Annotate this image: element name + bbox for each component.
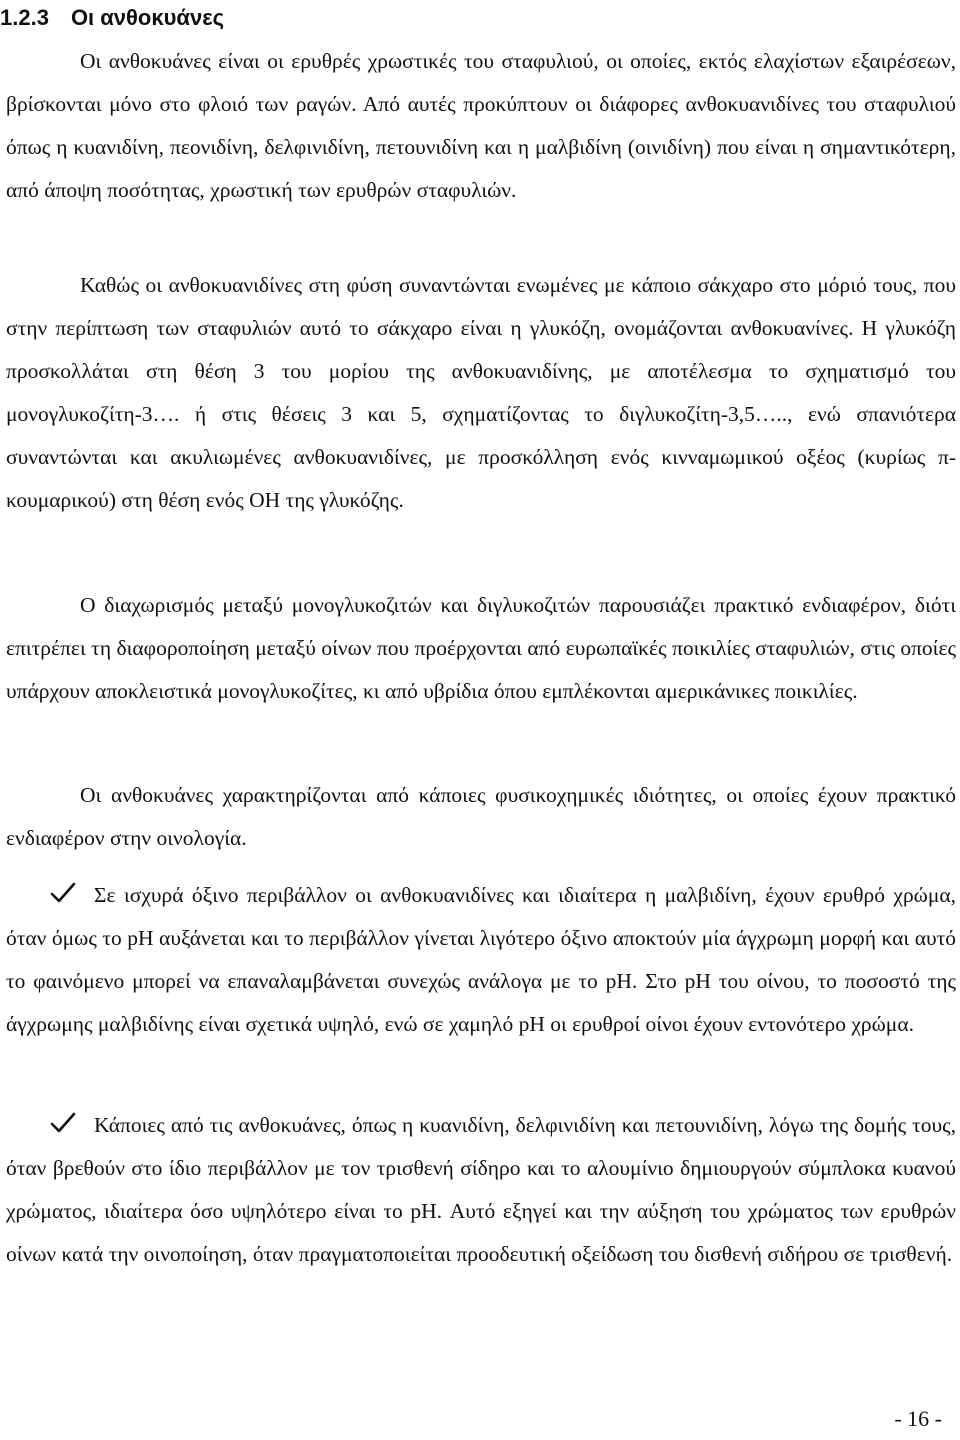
paragraph-glycosides: Καθώς οι ανθοκυανιδίνες στη φύση συναντώνται ενωμένες με κάποιο σάκχαρο στο μόριό τους, που στην περίπτωση των σταφυλιών αυτό το σάκχαρο είναι η γλυκόζη, ονομάζονται ανθοκυανίνες. Η γλυκόζη προσκολλάται στη θέση 3 του μορίου της ανθοκυανιδίνης, με αποτέλεσμα το σχηματισμό του μονογλυκοζίτη-3…. ή στις θέσεις 3 και 5, σχηματίζοντας το διγλυκοζίτη-3,5….., ενώ σπανιότερα συναντώνται και ακυλιωμένες ανθοκυανιδίνες, με προσκόλληση ενός κινναμωμικού οξέος (κυρίως π-κουμαρικού) στη θέση ενός ΟΗ της γλυκόζης.: [6, 273, 956, 512]
page-number: - 16 -: [894, 1406, 942, 1431]
section-title: Οι ανθοκυάνες: [70, 5, 225, 30]
checklist-item-metals: [6, 1104, 956, 1276]
section-heading: [0, 0, 224, 36]
paragraph-properties: Οι ανθοκυάνες χαρακτηρίζονται από κάποιες φυσικοχημικές ιδιότητες, οι οποίες έχουν πρακτικό ενδιαφέρον στην οινολογία.: [6, 783, 956, 850]
checklist-item-ph: [6, 874, 956, 1046]
checklist-item-text: Σε ισχυρά όξινο περιβάλλον οι ανθοκυανιδίνες και ιδιαίτερα η μαλβιδίνη, έχουν ερυθρό χρώμα, όταν όμως το pH αυξάνεται και το περιβάλλον γίνεται λιγότερο όξινο αποκτούν μία άγχρωμη μορφή και αυτό το φαινόμενο μπορεί να επαναλαμβάνεται συνεχώς ανάλογα με το pH. Στο pH του οίνου, το ποσοστό της άγχρωμης μαλβιδίνης είναι σχετικά υψηλό, ενώ σε χαμηλό pH οι ερυθροί οίνοι έχουν εντονότερο χρώμα.: [6, 883, 956, 1036]
checkmark-icon: [50, 882, 76, 904]
section-number: 1.2.3: [0, 5, 49, 30]
checklist-item-text: Κάποιες από τις ανθοκυάνες, όπως η κυανιδίνη, δελφινιδίνη και πετουνιδίνη, λόγω της δομής τους, όταν βρεθούν στο ίδιο περιβάλλον με τον τρισθενή σίδηρο και το αλουμίνιο δημιουργούν σύμπλοκα κυανού χρώματος, ιδιαίτερα όσο υψηλότερο είναι το pH. Αυτό εξηγεί και την αύξηση του χρώματος των ερυθρών οίνων κατά την οινοποίηση, όταν πραγματοποιείται προοδευτική οξείδωση του δισθενή σιδήρου σε τρισθενή.: [6, 1113, 956, 1266]
paragraph-intro: Οι ανθοκυάνες είναι οι ερυθρές χρωστικές του σταφυλιού, οι οποίες, εκτός ελαχίστων εξαιρέσεων, βρίσκονται μόνο στο φλοιό των ραγών. Από αυτές προκύπτουν οι διάφορες ανθοκυανιδίνες του σταφυλιού όπως η κυανιδίνη, πεονιδίνη, δελφινιδίνη, πετουνιδίνη και η μαλβιδίνη (οινιδίνη) που είναι η σημαντικότερη, από άποψη ποσότητας, χρωστική των ερυθρών σταφυλιών.: [6, 49, 956, 202]
checkmark-icon: [50, 1112, 76, 1134]
paragraph-differentiation: Ο διαχωρισμός μεταξύ μονογλυκοζιτών και διγλυκοζιτών παρουσιάζει πρακτικό ενδιαφέρον, διότι επιτρέπει τη διαφοροποίηση μεταξύ οίνων που προέρχονται από ευρωπαϊκές ποικιλίες σταφυλιών, στις οποίες υπάρχουν αποκλειστικά μονογλυκοζίτες, κι από υβρίδια όπου εμπλέκονται αμερικάνικες ποικιλίες.: [6, 593, 956, 703]
